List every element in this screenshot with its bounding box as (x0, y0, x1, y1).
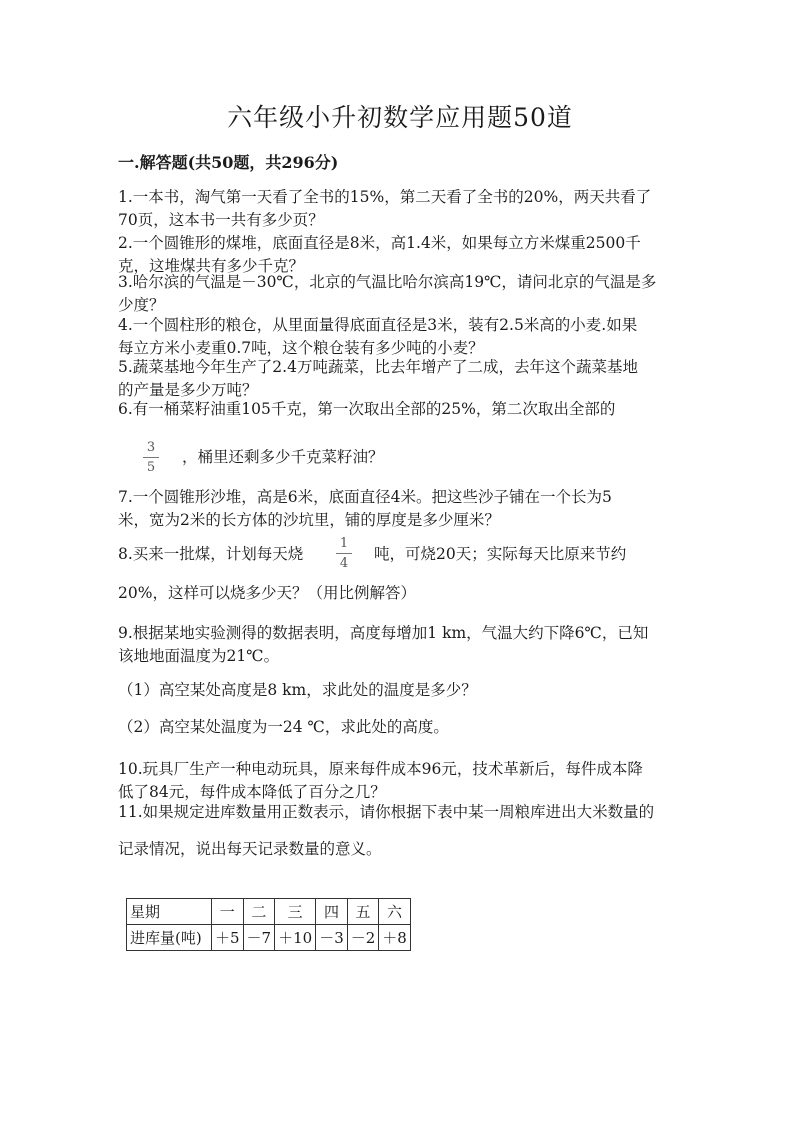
q5-line2: 的产量是多少万吨？ (118, 381, 258, 399)
q3-line1: 3.哈尔滨的气温是－30℃，北京的气温比哈尔滨高19℃，请问北京的气温是多 (118, 273, 657, 291)
q8-fraction-denominator: 4 (339, 556, 349, 571)
q7-line1: 7.一个圆锥形沙堆，高是6米，底面直径4米。把这些沙子铺在一个长为5 (118, 488, 612, 506)
q9-line1: 9.根据某地实验测得的数据表明，高度每增加1 km，气温大约下降6℃，已知 (118, 624, 649, 642)
q9-line2: 该地地面温度为21℃。 (118, 647, 280, 665)
q11-line2: 记录情况，说出每天记录数量的意义。 (118, 840, 382, 858)
q6-fraction (141, 440, 161, 475)
q8-line2: 20%，这样可以烧多少天？（用比例解答） (118, 584, 416, 602)
table-cell: 二 (243, 899, 275, 925)
q6-fraction-numerator: 3 (146, 440, 156, 455)
table-cell: 一 (212, 899, 244, 925)
table-cell: ＋8 (379, 925, 411, 951)
table-cell: －3 (316, 925, 348, 951)
q2-line1: 2.一个圆锥形的煤堆，底面直径是8米，高1.4米，如果每立方米煤重2500千 (118, 234, 641, 252)
q6-line2: ，桶里还剩多少千克菜籽油？ (182, 448, 384, 466)
q2-line2: 克，这堆煤共有多少千克？ (118, 257, 305, 275)
table-cell: 六 (379, 899, 411, 925)
table-cell: ＋10 (275, 925, 316, 951)
table-cell: 进库量(吨) (127, 925, 212, 951)
q1-line1: 1.一本书，淘气第一天看了全书的15%，第二天看了全书的20%，两天共看了 (118, 188, 652, 206)
q8-fraction-numerator: 1 (339, 536, 349, 551)
table-row (127, 925, 411, 951)
table-cell: 星期 (127, 899, 212, 925)
q9-subquestion-2: （2）高空某处温度为一24 ℃，求此处的高度。 (118, 718, 449, 736)
q6-fraction-denominator: 5 (146, 460, 156, 475)
q4-line1: 4.一个圆柱形的粮仓，从里面量得底面直径是3米，装有2.5米高的小麦.如果 (118, 316, 638, 334)
q10-line2: 低了84元，每件成本降低了百分之几？ (118, 783, 386, 801)
q5-line1: 5.蔬菜基地今年生产了2.4万吨蔬菜，比去年增产了二成，去年这个蔬菜基地 (118, 358, 638, 376)
table-cell: －2 (347, 925, 379, 951)
q4-line2: 每立方米小麦重0.7吨，这个粮仓装有多少吨的小麦？ (118, 339, 484, 357)
q1-line2: 70页，这本书一共有多少页？ (118, 211, 324, 229)
q8-fraction (334, 536, 354, 571)
table-cell: 五 (347, 899, 379, 925)
q11-line1: 11.如果规定进库数量用正数表示，请你根据下表中某一周粮库进出大米数量的 (118, 803, 655, 821)
q6-line1: 6.有一桶菜籽油重105千克，第一次取出全部的25%，第二次取出全部的 (118, 400, 616, 418)
page-title: 六年级小升初数学应用题50道 (227, 103, 573, 132)
table-cell: －7 (243, 925, 275, 951)
table-cell: 三 (275, 899, 316, 925)
q8-line1-part2: 吨，可烧20天；实际每天比原来节约 (374, 545, 627, 563)
grain-record-table (126, 898, 411, 951)
fraction-bar (336, 553, 352, 554)
q9-subquestion-1: （1）高空某处高度是8 km，求此处的温度是多少？ (118, 681, 477, 699)
q8-line1-part1: 8.买来一批煤，计划每天烧 (118, 545, 304, 563)
table-cell: 四 (316, 899, 348, 925)
section-heading: 一.解答题(共50题，共296分) (118, 153, 339, 172)
q10-line1: 10.玩具厂生产一种电动玩具，原来每件成本96元，技术革新后，每件成本降 (118, 760, 643, 778)
q7-line2: 米，宽为2米的长方体的沙坑里，铺的厚度是多少厘米？ (118, 511, 500, 529)
fraction-bar (143, 457, 159, 458)
table-row (127, 899, 411, 925)
q3-line2: 少度？ (118, 296, 165, 314)
table-cell: ＋5 (212, 925, 244, 951)
